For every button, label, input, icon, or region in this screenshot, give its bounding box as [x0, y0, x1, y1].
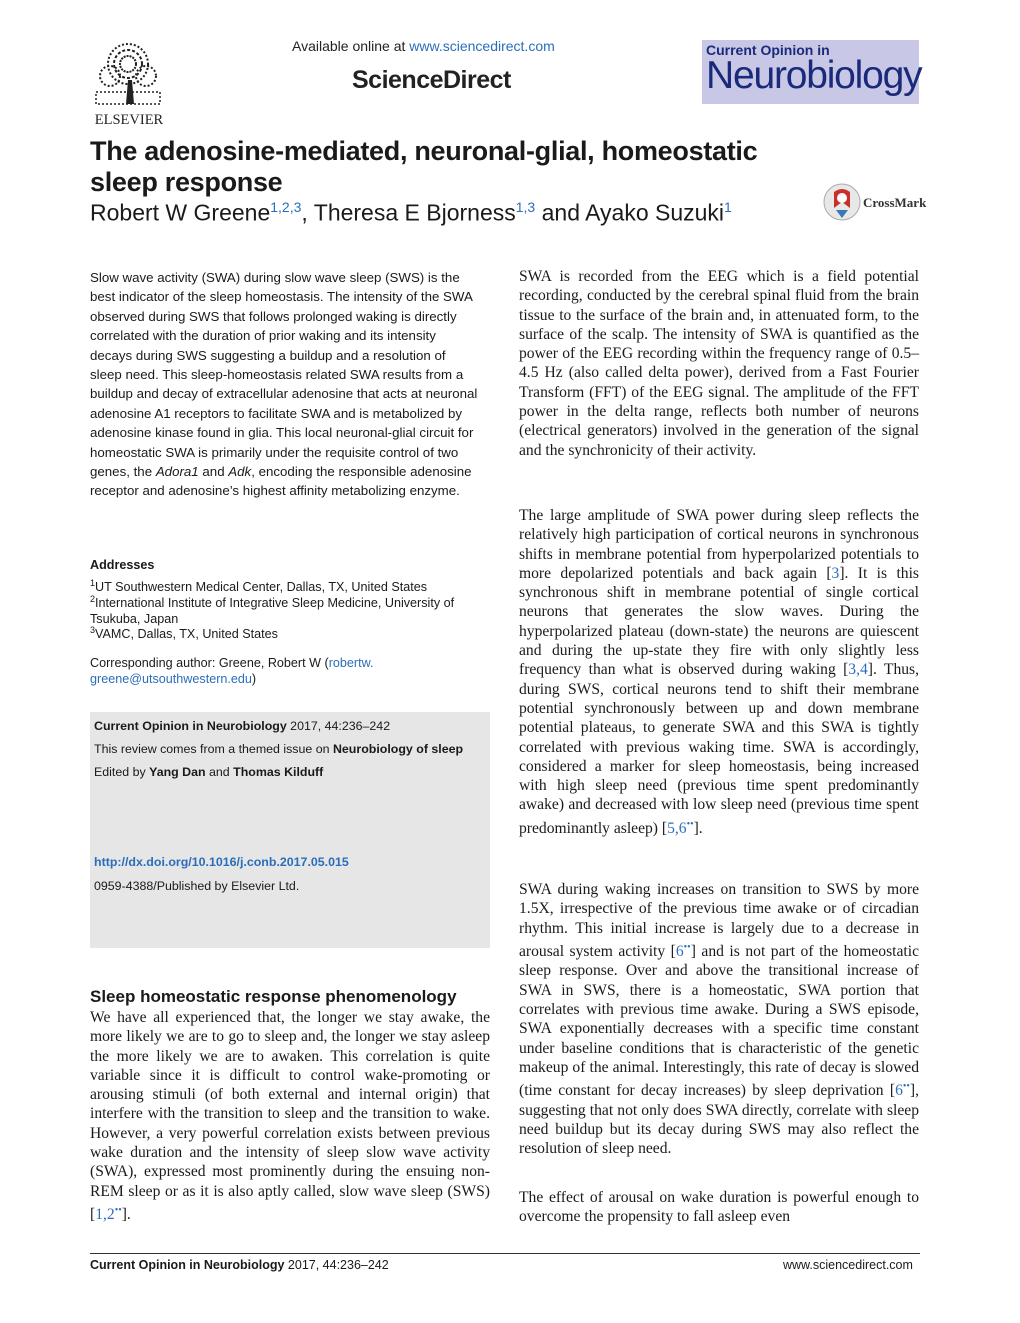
reference-marker: •• [683, 941, 691, 953]
abstract-text-end: , encoding the responsible adenosine receptor and adenosine’s highest affinity metabolizing enzyme. [90, 464, 472, 499]
address-text: UT Southwestern Medical Center, Dallas, TX, United States [95, 580, 428, 595]
paragraph-end: ]. [121, 1206, 131, 1224]
footer-divider [90, 1253, 920, 1254]
gene-name: Adk [228, 464, 252, 480]
editor-name: Yang Dan [149, 765, 206, 779]
author-affiliation[interactable]: 1,3 [515, 199, 536, 215]
address-text: International Institute of Integrative Sleep Medicine, University of Tsukuba, Japan [90, 596, 455, 627]
article-title: The adenosine-mediated, neuronal-glial, homeostatic sleep response [90, 136, 758, 197]
elsevier-tree-logo [88, 40, 170, 128]
address-text: VAMC, Dallas, TX, United States [95, 627, 278, 642]
themed-label: This review comes from a themed issue on [94, 742, 333, 756]
author-affiliation[interactable]: 1 [724, 199, 732, 215]
author-name: Robert W Greene [90, 199, 271, 226]
email-link[interactable]: robertw. [328, 656, 374, 670]
journal-logo-name: Neurobiology [706, 54, 922, 97]
reference-link[interactable]: 6 [895, 1082, 903, 1100]
body-paragraph: The effect of arousal on wake duration is powerful enough to overcome the propensity to fall asleep even [519, 1189, 919, 1226]
section-heading: Sleep homeostatic response phenomenology [90, 987, 457, 1006]
infobox-journal: Current Opinion in Neurobiology [94, 719, 287, 733]
author-name: Theresa E Bjorness [313, 199, 516, 226]
corresponding-label: Corresponding author: Greene, Robert W ( [90, 656, 329, 670]
crossmark-label[interactable]: CrossMark [863, 195, 927, 210]
journal-logo-top: Current Opinion in [706, 42, 830, 58]
themed-issue-name: Neurobiology of sleep [332, 742, 464, 756]
gene-name: Adora1 [155, 464, 199, 480]
journal-logo [702, 40, 922, 104]
doi-link[interactable]: http://dx.doi.org/10.1016/j.conb.2017.05.015 [94, 855, 349, 869]
author-list [90, 199, 732, 227]
editor-name: Thomas Kilduff [233, 765, 324, 779]
footer-citation [90, 1258, 389, 1272]
edited-connector: and [205, 765, 234, 779]
infobox-citation [94, 719, 390, 733]
reference-link[interactable]: 6 [675, 943, 684, 961]
paragraph-text: SWA during waking increases on transition to SWS by more 1.5X, irrespective of the previous time awake or of circadian rhythm. This initial increase is largely due to a decrease in arousal system activity [ [519, 881, 919, 961]
paragraph-end: ]. [693, 819, 703, 837]
body-paragraph: SWA is recorded from the EEG which is a field potential recording, conducted by the cerebral spinal fluid from the brain tissue to the surface of the brain and, in attenuated form, to the surface of the scalp. The intensity of SWA is quantified as the power of the EEG recording within the frequency range of 0.5–4.5 Hz (also called delta power), derived from a Fast Fourier Transform (FFT) of the EEG signal. The amplitude of the FFT power in the delta range, reflects both number of neurons (electrical generators) involved in the generation of the signal and the synchronicity of their activity. [519, 268, 919, 459]
paragraph-text: ] and is not part of the homeostatic sleep response. Over and above the transitional increase of SWA in SWS, there is a homeostatic, SWA portion that correlates with previous time awake. During a SWS episode, SWA exponentially decreases with a specific time constant under baseline conditions that is characteristic of the genetic makeup of the animal. Interestingly, this rate of decay is slowed (time constant for decay increases) by sleep deprivation [ [519, 943, 919, 1100]
reference-link[interactable]: 1,2 [95, 1206, 115, 1224]
address-number: 2 [90, 594, 96, 604]
body-paragraph [519, 506, 919, 838]
author-separator: , [301, 199, 314, 226]
paragraph-text: ]. Thus, during SWS, cortical neurons tend to shift their membrane potential synchronously between up and down membrane potential plateaus, to generate SWA and this SWA is tightly correlated with previous waking time. SWA is accordingly, considered a marker for sleep homeostasis, being increased with high sleep need (previous time spent predominantly awake) and decreased with low sleep need (previous time spent predominantly asleep) [ [519, 661, 920, 837]
reference-link[interactable]: 3,4 [848, 661, 868, 679]
abstract-connector: and [198, 464, 229, 480]
sciencedirect-wordmark: ScienceDirect [352, 66, 511, 94]
body-paragraph [519, 880, 919, 1159]
svg-text:ELSEVIER: ELSEVIER [94, 112, 164, 128]
crossmark-icon[interactable] [822, 182, 862, 222]
available-label: Available online at [292, 38, 410, 54]
email-link[interactable]: greene@utsouthwestern.edu [90, 672, 252, 686]
reference-marker: •• [686, 818, 694, 830]
addresses-heading: Addresses [90, 558, 155, 572]
paragraph-text: ]. It is this synchronous shift in membrane potential of single cortical neurons that generates the slow waves. During the hyperpolarized plateau (down-state) the neurons are quiescent and during the up-state they fire with only slightly less frequency than what is observed during waking [ [519, 564, 919, 679]
infobox-editors [94, 765, 323, 779]
reference-marker: •• [114, 1204, 122, 1216]
infobox-volume: 2017, 44:236–242 [286, 719, 391, 733]
footer-journal: Current Opinion in Neurobiology [90, 1258, 285, 1272]
address-number: 1 [90, 578, 96, 588]
available-online-line [292, 38, 555, 54]
reference-link[interactable]: 5,6 [667, 819, 687, 837]
sciencedirect-url-link[interactable]: www.sciencedirect.com [409, 38, 555, 54]
corresponding-close: ) [251, 672, 257, 686]
footer-volume: 2017, 44:236–242 [284, 1258, 389, 1272]
paragraph-text: The large amplitude of SWA power during sleep reflects the relatively high participation of cortical neurons in synchronous shifts in membrane potential from hyperpolarized potentials to more depolarized potentials and back again [ [519, 507, 919, 582]
paragraph-end: ], suggesting that not only does SWA directly, correlate with sleep need buildup but its decay during SWS may also reflect the resolution of sleep need. [519, 1082, 919, 1158]
footer-url[interactable]: www.sciencedirect.com [783, 1258, 913, 1272]
paragraph-text: We have all experienced that, the longer we stay awake, the more likely we are to go to sleep and, the longer we stay asleep the more likely we are to awaken. This correlation is quite variable since it is difficult to control wake-promoting or arousing stimuli (of both external and internal origin) that interfere with the transition to sleep and the transition to wake. However, a very powerful correlation exists between previous wake duration and the intensity of sleep slow wave activity (SWA), expressed most prominently during the ensuing non-REM sleep or as it is also aptly called, slow wave sleep (SWS) [ [90, 1009, 490, 1224]
reference-link[interactable]: 3 [831, 564, 840, 582]
abstract [90, 268, 480, 501]
author-separator: and [535, 199, 586, 226]
abstract-text: Slow wave activity (SWA) during slow wave sleep (SWS) is the best indicator of the sleep homeostasis. The intensity of the SWA observed during SWS that follows prolonged waking is directly correlated with the duration of prior waking and its intensity decays during SWS suggesting a buildup and a resolution of sleep need. This sleep-homeostasis related SWA results from a buildup and decay of extracellular adenosine that acts at neuronal adenosine A1 receptors to facilitate SWA and is metabolized by adenosine kinase found in glia. This local neuronal-glial circuit for homeostatic SWA is primarily under the requisite control of two genes, the [90, 270, 478, 480]
address-number: 3 [90, 625, 96, 635]
article-info-box [90, 712, 490, 948]
author-affiliation[interactable]: 1,2,3 [270, 199, 302, 215]
reference-marker: •• [902, 1081, 910, 1093]
infobox-themed-issue [94, 742, 463, 756]
corresponding-author [90, 655, 480, 687]
issn-line: 0959-4388/Published by Elsevier Ltd. [94, 879, 300, 893]
edited-label: Edited by [94, 765, 150, 779]
address-item [90, 622, 480, 642]
body-paragraph [90, 1008, 490, 1224]
author-name: Ayako Suzuki [585, 199, 725, 226]
